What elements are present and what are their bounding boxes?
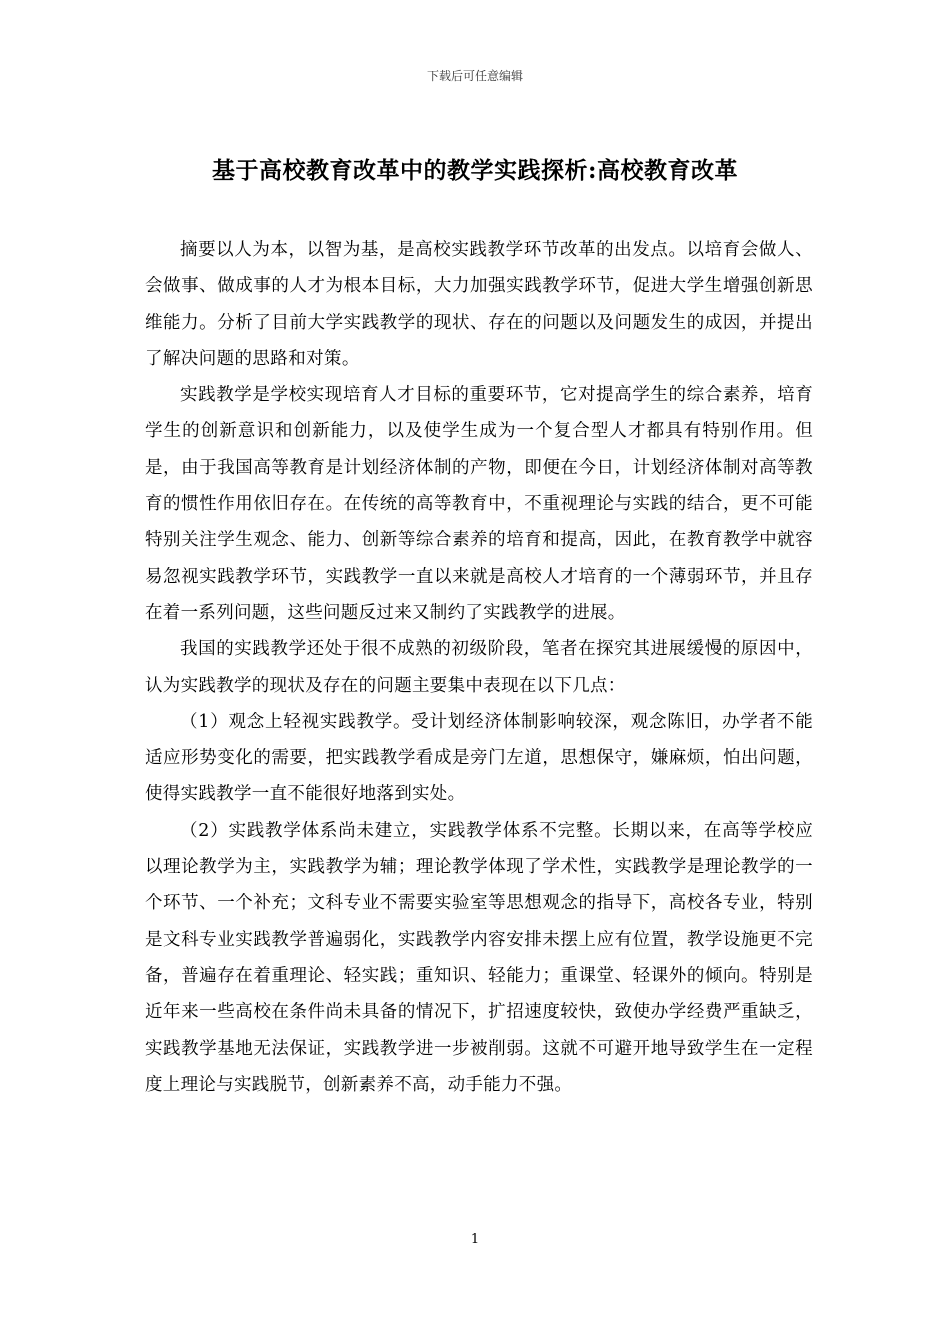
page-number: 1	[470, 1232, 480, 1247]
abstract-paragraph: 摘要以人为本，以智为基，是高校实践教学环节改革的出发点。以培育会做人、会做事、做成事的人才为根本目标，大力加强实践教学环节，促进大学生增强创新思维能力。分析了目前大学实践教学的现状、存在的问题以及问题发生的成因，并提出了解决问题的思路和对策。	[145, 240, 813, 369]
list-item-paragraph: （1）观念上轻视实践教学。受计划经济体制影响较深，观念陈旧，办学者不能适应形势变化的需要，把实践教学看成是旁门左道，思想保守，嫌麻烦，怕出问题，使得实践教学一直不能很好地落到实处。	[145, 711, 813, 805]
list-item-paragraph: （2）实践教学体系尚未建立，实践教学体系不完整。长期以来，在高等学校应以理论教学为主，实践教学为辅；理论教学体现了学术性，实践教学是理论教学的一个环节、一个补充；文科专业不需要实验室等思想观念的指导下，高校各专业，特别是文科专业实践教学普遍弱化，实践教学内容安排未摆上应有位置，教学设施更不完备，普遍存在着重理论、轻实践；重知识、轻能力；重课堂、轻课外的倾向。特别是近年来一些高校在条件尚未具备的情况下，扩招速度较快，致使办学经费严重缺乏，实践教学基地无法保证，实践教学进一步被削弱。这就不可避开地导致学生在一定程度上理论与实践脱节，创新素养不高，动手能力不强。	[145, 820, 813, 1095]
document-title: 基于高校教育改革中的教学实践探析:高校教育改革	[212, 157, 738, 184]
body-paragraph: 实践教学是学校实现培育人才目标的重要环节，它对提高学生的综合素养，培育学生的创新意识和创新能力，以及使学生成为一个复合型人才都具有特别作用。但是，由于我国高等教育是计划经济体制的产物，即便在今日，计划经济体制对高等教育的惯性作用依旧存在。在传统的高等教育中，不重视理论与实践的结合，更不可能特别关注学生观念、能力、创新等综合素养的培育和提高，因此，在教育教学中就容易忽视实践教学环节，实践教学一直以来就是高校人才培育的一个薄弱环节，并且存在着一系列问题，这些问题反过来又制约了实践教学的进展。	[145, 385, 813, 623]
page-header: 下载后可任意编辑	[426, 69, 523, 83]
document-body	[145, 232, 813, 1103]
body-paragraph: 我国的实践教学还处于很不成熟的初级阶段，笔者在探究其进展缓慢的原因中，认为实践教学的现状及存在的问题主要集中表现在以下几点：	[145, 639, 813, 696]
